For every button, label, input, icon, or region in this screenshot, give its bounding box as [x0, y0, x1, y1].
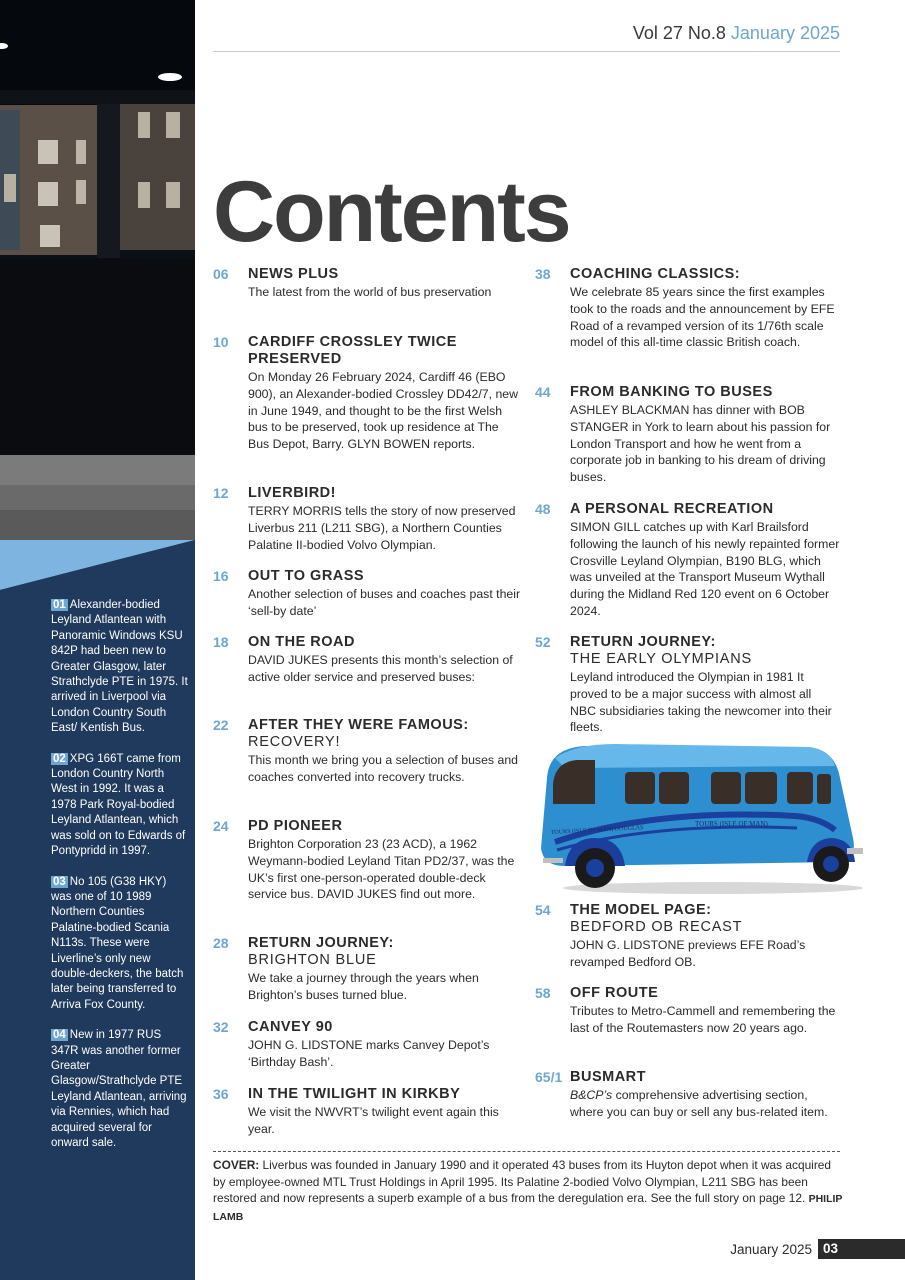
contents-entry[interactable] — [535, 501, 840, 620]
entry-description: SIMON GILL catches up with Karl Brailsford following the launch of his newly repainted former Crosville Leyland Olympian, B190 BLG, which was unveiled at the Transport Museum Wythall during the Midland Red 120 event on 6 October 2024. — [570, 520, 840, 618]
caption-number: 02 — [53, 752, 66, 765]
contents-entry[interactable] — [535, 384, 840, 486]
contents-entry[interactable] — [213, 717, 523, 786]
entry-title: NEWS PLUS — [248, 266, 339, 282]
caption-3 — [51, 875, 189, 1014]
cover-label: COVER: — [213, 1158, 260, 1172]
entry-subtitle: BEDFORD OB RECAST — [570, 919, 743, 935]
contents-entry[interactable] — [213, 334, 523, 453]
entry-description: JOHN G. LIDSTONE previews EFE Road’s revamped Bedford OB. — [570, 938, 806, 969]
contents-entry[interactable] — [213, 266, 491, 301]
entry-title: LIVERBIRD! — [248, 485, 336, 501]
entry-description: Brighton Corporation 23 (23 ACD), a 1962 Weymann-bodied Leyland Titan PD2/37, was the UK’s first one-person-operated double-deck service bus. DAVID JUKES find out more. — [248, 837, 515, 902]
entry-description: ASHLEY BLACKMAN has dinner with BOB STANGER in York to learn about his passion for London Transport and how he went from a corporate job in banking to his dream of driving buses. — [570, 403, 831, 485]
contents-entry[interactable] — [535, 1069, 840, 1121]
caption-text: Alexander-bodied Leyland Atlantean with Panoramic Windows KSU 842P had been new to Greater Glasgow, later Strathclyde PTE in 1975. It arrived in Liverpool via London Country South East/ Kentish Bus. — [51, 599, 188, 735]
caption-number: 01 — [53, 599, 66, 611]
page-title: Contents — [213, 164, 570, 260]
cover-divider — [213, 1151, 840, 1152]
entry-title: THE MODEL PAGE: — [570, 902, 712, 918]
entry-description — [570, 1087, 840, 1121]
entry-title: OFF ROUTE — [570, 985, 659, 1001]
entry-description: On Monday 26 February 2024, Cardiff 46 (EBO 900), an Alexander-bodied Crossley DD42/7, new in June 1949, and thought to be the first Welsh bus to be preserved, took up residence at The Bus Depot, Barry. GLYN BOWEN reports. — [248, 370, 519, 452]
header-divider — [213, 51, 840, 52]
entry-subtitle: THE EARLY OLYMPIANS — [570, 651, 752, 667]
entry-description: Tributes to Metro-Cammell and remembering the last of the Routemasters now 20 years ago. — [570, 1004, 836, 1035]
entry-description: TERRY MORRIS tells the story of now preserved Liverbus 211 (L211 SBG), a Northern Counties Palatine II-bodied Volvo Olympian. — [248, 504, 516, 552]
photo-credit: PHILIP LAMB — [213, 1193, 843, 1223]
entry-description: We take a journey through the years when Brighton’s buses turned blue. — [248, 971, 479, 1002]
bus-side-lettering: TOURS (ISLE OF MAN) — [695, 820, 768, 828]
photo-captions — [51, 598, 189, 1166]
entry-title: OUT TO GRASS — [248, 568, 365, 584]
contents-entry[interactable] — [213, 1086, 523, 1138]
page-footer — [730, 1239, 905, 1259]
page-number: 58 — [535, 985, 551, 1001]
caption-1 — [51, 598, 189, 737]
entry-title: COACHING CLASSICS: — [570, 266, 741, 282]
caption-4 — [51, 1028, 189, 1151]
entry-title: BUSMART — [570, 1069, 646, 1085]
contents-entry[interactable] — [213, 485, 523, 553]
caption-2 — [51, 752, 189, 860]
page-number: 10 — [213, 334, 229, 350]
bus-depot-photo — [0, 0, 195, 590]
contents-entry[interactable] — [535, 985, 840, 1037]
entry-description: This month we bring you a selection of buses and coaches converted into recovery trucks. — [248, 753, 519, 784]
footer-date: January 2025 — [730, 1241, 812, 1257]
magazine-name: B&CP’s — [570, 1088, 613, 1102]
entry-description: We visit the NWVRT’s twilight event again this year. — [248, 1105, 499, 1136]
page-number: 38 — [535, 266, 551, 282]
entry-title: RETURN JOURNEY: — [248, 935, 394, 951]
issue-number: Vol 27 No.8 — [632, 23, 726, 43]
caption-text: New in 1977 RUS 347R was another former Greater Glasgow/Strathclyde PTE Leyland Atlantean, arriving via Rennies, which had acquired several for onward sale. — [51, 1029, 187, 1149]
page-number: 36 — [213, 1086, 229, 1102]
issue-date: January 2025 — [730, 23, 840, 43]
entry-subtitle: BRIGHTON BLUE — [248, 952, 377, 968]
page-number: 48 — [535, 501, 551, 517]
entry-description-text: comprehensive advertising section, where you can buy or sell any bus-related item. — [570, 1088, 828, 1119]
page-number: 22 — [213, 717, 229, 733]
caption-text: XPG 166T came from London Country North West in 1992. It was a 1978 Park Royal-bodied Leyland Atlantean, which was sold on to Edwards of Pontypridd in 1997. — [51, 752, 186, 858]
entry-description: The latest from the world of bus preservation — [248, 285, 492, 299]
caption-text: No 105 (G38 HKY) was one of 10 1989 Northern Counties Palatine-bodied Scania N113s. These were Liverline’s only new double-deckers, the batch later being transferred to Arriva Fox County. — [51, 875, 184, 1011]
entry-subtitle: RECOVERY! — [248, 734, 341, 750]
page-number: 06 — [213, 266, 229, 282]
contents-entry[interactable] — [213, 818, 523, 903]
entry-description: Leyland introduced the Olympian in 1981 It proved to be a major success with almost all NBC subsidiaries taking the newcomer into their fleets. — [570, 670, 832, 735]
entry-title: CANVEY 90 — [248, 1019, 333, 1035]
bus-rear-lettering: TOURS (ISLE OF MAN) DOUGLAS — [550, 825, 644, 836]
entry-title: ON THE ROAD — [248, 634, 355, 650]
entry-description: We celebrate 85 years since the first examples took to the roads and the announcement by EFE Road of a revamped version of its 1/76th scale model of this all-time classic British coach. — [570, 285, 835, 350]
entry-title: A PERSONAL RECREATION — [570, 501, 774, 517]
entry-description: Another selection of buses and coaches past their ‘sell-by date’ — [248, 587, 521, 618]
page-number: 18 — [213, 634, 229, 650]
left-sidebar — [0, 0, 195, 1280]
page-number: 12 — [213, 485, 229, 501]
entry-title: CARDIFF CROSSLEY TWICE PRESERVED — [248, 334, 457, 367]
page-number: 44 — [535, 384, 551, 400]
contents-entry[interactable] — [213, 634, 523, 686]
page-number: 28 — [213, 935, 229, 951]
page-number: 54 — [535, 902, 551, 918]
page-number: 32 — [213, 1019, 229, 1035]
entry-title: IN THE TWILIGHT IN KIRKBY — [248, 1086, 461, 1102]
caption-number: 03 — [53, 875, 66, 888]
contents-entry[interactable] — [213, 1019, 523, 1071]
contents-entry[interactable] — [535, 902, 840, 971]
entry-title: RETURN JOURNEY: — [570, 634, 716, 650]
bedford-ob-model-image — [535, 738, 875, 898]
cover-text: Liverbus was founded in January 1990 and it operated 43 buses from its Huyton depot when it was acquired by employee-owned MTL Trust Holdings in April 1995. Its Palatine 2-bodied Volvo Olympian, L211 SBG has been restored and now represents a superb example of a bus from the deregulation era. See the full story on page 12. — [213, 1158, 832, 1206]
cover-caption — [213, 1157, 843, 1225]
entry-description: JOHN G. LIDSTONE marks Canvey Depot’s ‘Birthday Bash’. — [248, 1038, 490, 1069]
issue-line — [633, 23, 840, 44]
contents-entry[interactable] — [535, 266, 840, 351]
caption-number: 04 — [53, 1029, 66, 1042]
contents-entry[interactable] — [213, 568, 523, 620]
entry-title: FROM BANKING TO BUSES — [570, 384, 773, 400]
contents-entry[interactable] — [213, 935, 523, 1004]
folio-page-number: 03 — [818, 1239, 905, 1259]
page-number: 65/1 — [535, 1069, 563, 1085]
page-number: 24 — [213, 818, 229, 834]
entry-description: DAVID JUKES presents this month’s selection of active older service and preserved buses: — [248, 653, 513, 684]
contents-entry[interactable] — [535, 634, 840, 736]
page-number: 52 — [535, 634, 551, 650]
entry-title: AFTER THEY WERE FAMOUS: — [248, 717, 469, 733]
page-number: 16 — [213, 568, 229, 584]
entry-title: PD PIONEER — [248, 818, 343, 834]
